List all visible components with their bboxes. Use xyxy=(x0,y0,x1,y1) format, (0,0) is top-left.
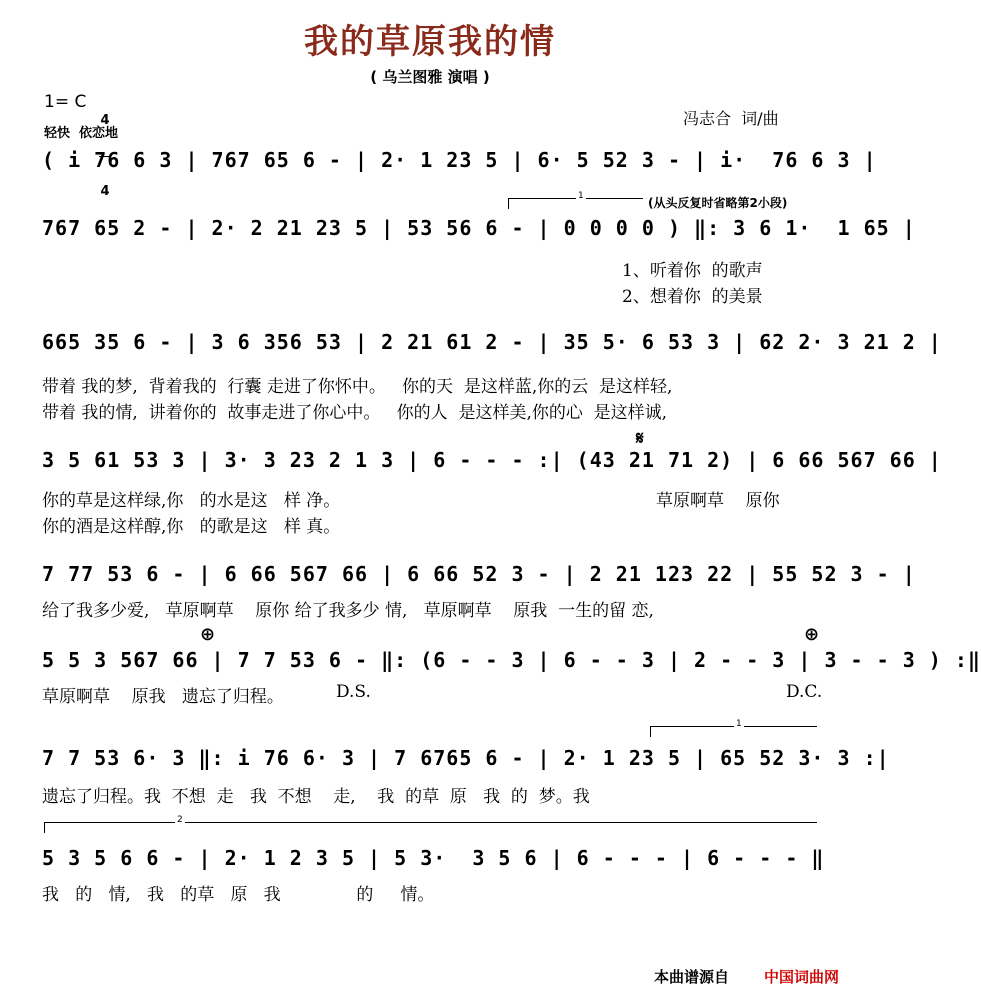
notation-row-6: 5 5 3 567 66 | 7 7 53 6 - ‖: (6 - - 3 | 6 - - 3 | 2 - - 3 | 3 - - 3 ) :‖ xyxy=(42,648,981,672)
lyric-row-5: 给了我多少爱, 草原啊草 原你 给了我多少 情, 草原啊草 原我 一生的留 恋, xyxy=(42,601,654,621)
source-site-link[interactable]: 中国词曲网 xyxy=(764,968,840,986)
coda-sign-2: ⊕ xyxy=(804,624,820,645)
score-row-7 xyxy=(0,746,890,776)
lyric-row-4-verse-1: 你的草是这样绿,你 的水是这 样 净。 xyxy=(42,491,341,511)
lyric-row-6: 草原啊草 原我 遗忘了归程。 xyxy=(42,687,284,707)
volta-first-ending-1 xyxy=(508,191,643,209)
lyric-intro-verse-1: 1、听着你 的歌声 xyxy=(622,261,763,281)
time-signature-bottom: 4 xyxy=(100,184,110,199)
performer-subtitle: ( 乌兰图雅 演唱 ) xyxy=(370,68,490,86)
notation-row-7: 7 7 53 6· 3 ‖: i 76 6· 3 | 7 6765 6 - | 2· 1 23 5 | 65 52 3· 3 :| xyxy=(42,746,890,770)
score-row-1 xyxy=(0,148,877,178)
volta-first-ending-2 xyxy=(650,719,817,737)
lyric-intro-verse-2: 2、想着你 的美景 xyxy=(622,287,763,307)
credit-line: 冯志合 词/曲 xyxy=(683,109,779,128)
dc-marking: D.C. xyxy=(786,682,823,702)
notation-row-8: 5 3 5 6 6 - | 2· 1 2 3 5 | 5 3· 3 5 6 | 6 - - - | 6 - - - ‖ xyxy=(42,846,825,870)
lyric-row-3-verse-2: 带着 我的情, 讲着你的 故事走进了你心中。 你的人 是这样美,你的心 是这样诚, xyxy=(42,403,668,423)
segno-sign: 𝄋 xyxy=(636,428,644,449)
notation-row-4: 3 5 61 53 3 | 3· 3 23 2 1 3 | 6 - - - :| (43 21 71 2) | 6 66 567 66 | xyxy=(42,448,942,472)
source-label: 本曲谱源自 xyxy=(654,968,730,986)
score-row-6 xyxy=(0,648,981,678)
notation-row-3: 665 35 6 - | 3 6 356 53 | 2 21 61 2 - | 35 5· 6 53 3 | 62 2· 3 21 2 | xyxy=(42,330,942,354)
score-row-4 xyxy=(0,448,942,478)
song-title: 我的草原我的情 xyxy=(304,22,556,62)
volta-number: 1 xyxy=(578,191,584,201)
notation-row-1: ( i 76 6 3 | 767 65 6 - | 2· 1 23 5 | 6· 5 52 3 - | i· 76 6 3 | xyxy=(42,148,877,172)
repeat-note: (从头反复时省略第2小段) xyxy=(648,196,788,210)
lyric-row-4-chorus: 草原啊草 原你 xyxy=(656,491,780,511)
volta-number: 1 xyxy=(736,719,742,729)
score-row-5 xyxy=(0,562,916,592)
lyric-row-3-verse-1: 带着 我的梦, 背着我的 行囊 走进了你怀中。 你的天 是这样蓝,你的云 是这样轻, xyxy=(42,377,673,397)
ds-marking: D.S. xyxy=(336,682,371,702)
notation-row-2: 767 65 2 - | 2· 2 21 23 5 | 53 56 6 - | 0 0 0 0 ) ‖: 3 6 1· 1 65 | xyxy=(42,216,916,240)
coda-sign-1: ⊕ xyxy=(200,624,216,645)
lyric-row-7: 遗忘了归程。我 不想 走 我 不想 走, 我 的草 原 我 的 梦。我 xyxy=(42,787,590,807)
score-row-3 xyxy=(0,330,942,360)
volta-number: 2 xyxy=(177,815,183,825)
score-row-2 xyxy=(0,216,916,246)
notation-row-5: 7 77 53 6 - | 6 66 567 66 | 6 66 52 3 - | 2 21 123 22 | 55 52 3 - | xyxy=(42,562,916,586)
tempo-marking: 轻快 依恋地 xyxy=(44,126,119,141)
lyric-row-8: 我 的 情, 我 的草 原 我 的 情。 xyxy=(42,885,435,905)
score-row-8 xyxy=(0,846,860,876)
lyric-row-4-verse-2: 你的酒是这样醇,你 的歌是这 样 真。 xyxy=(42,517,341,537)
time-signature-top: 4 xyxy=(100,113,110,128)
key-signature: 1= C xyxy=(44,92,87,112)
volta-second-ending xyxy=(44,815,817,833)
